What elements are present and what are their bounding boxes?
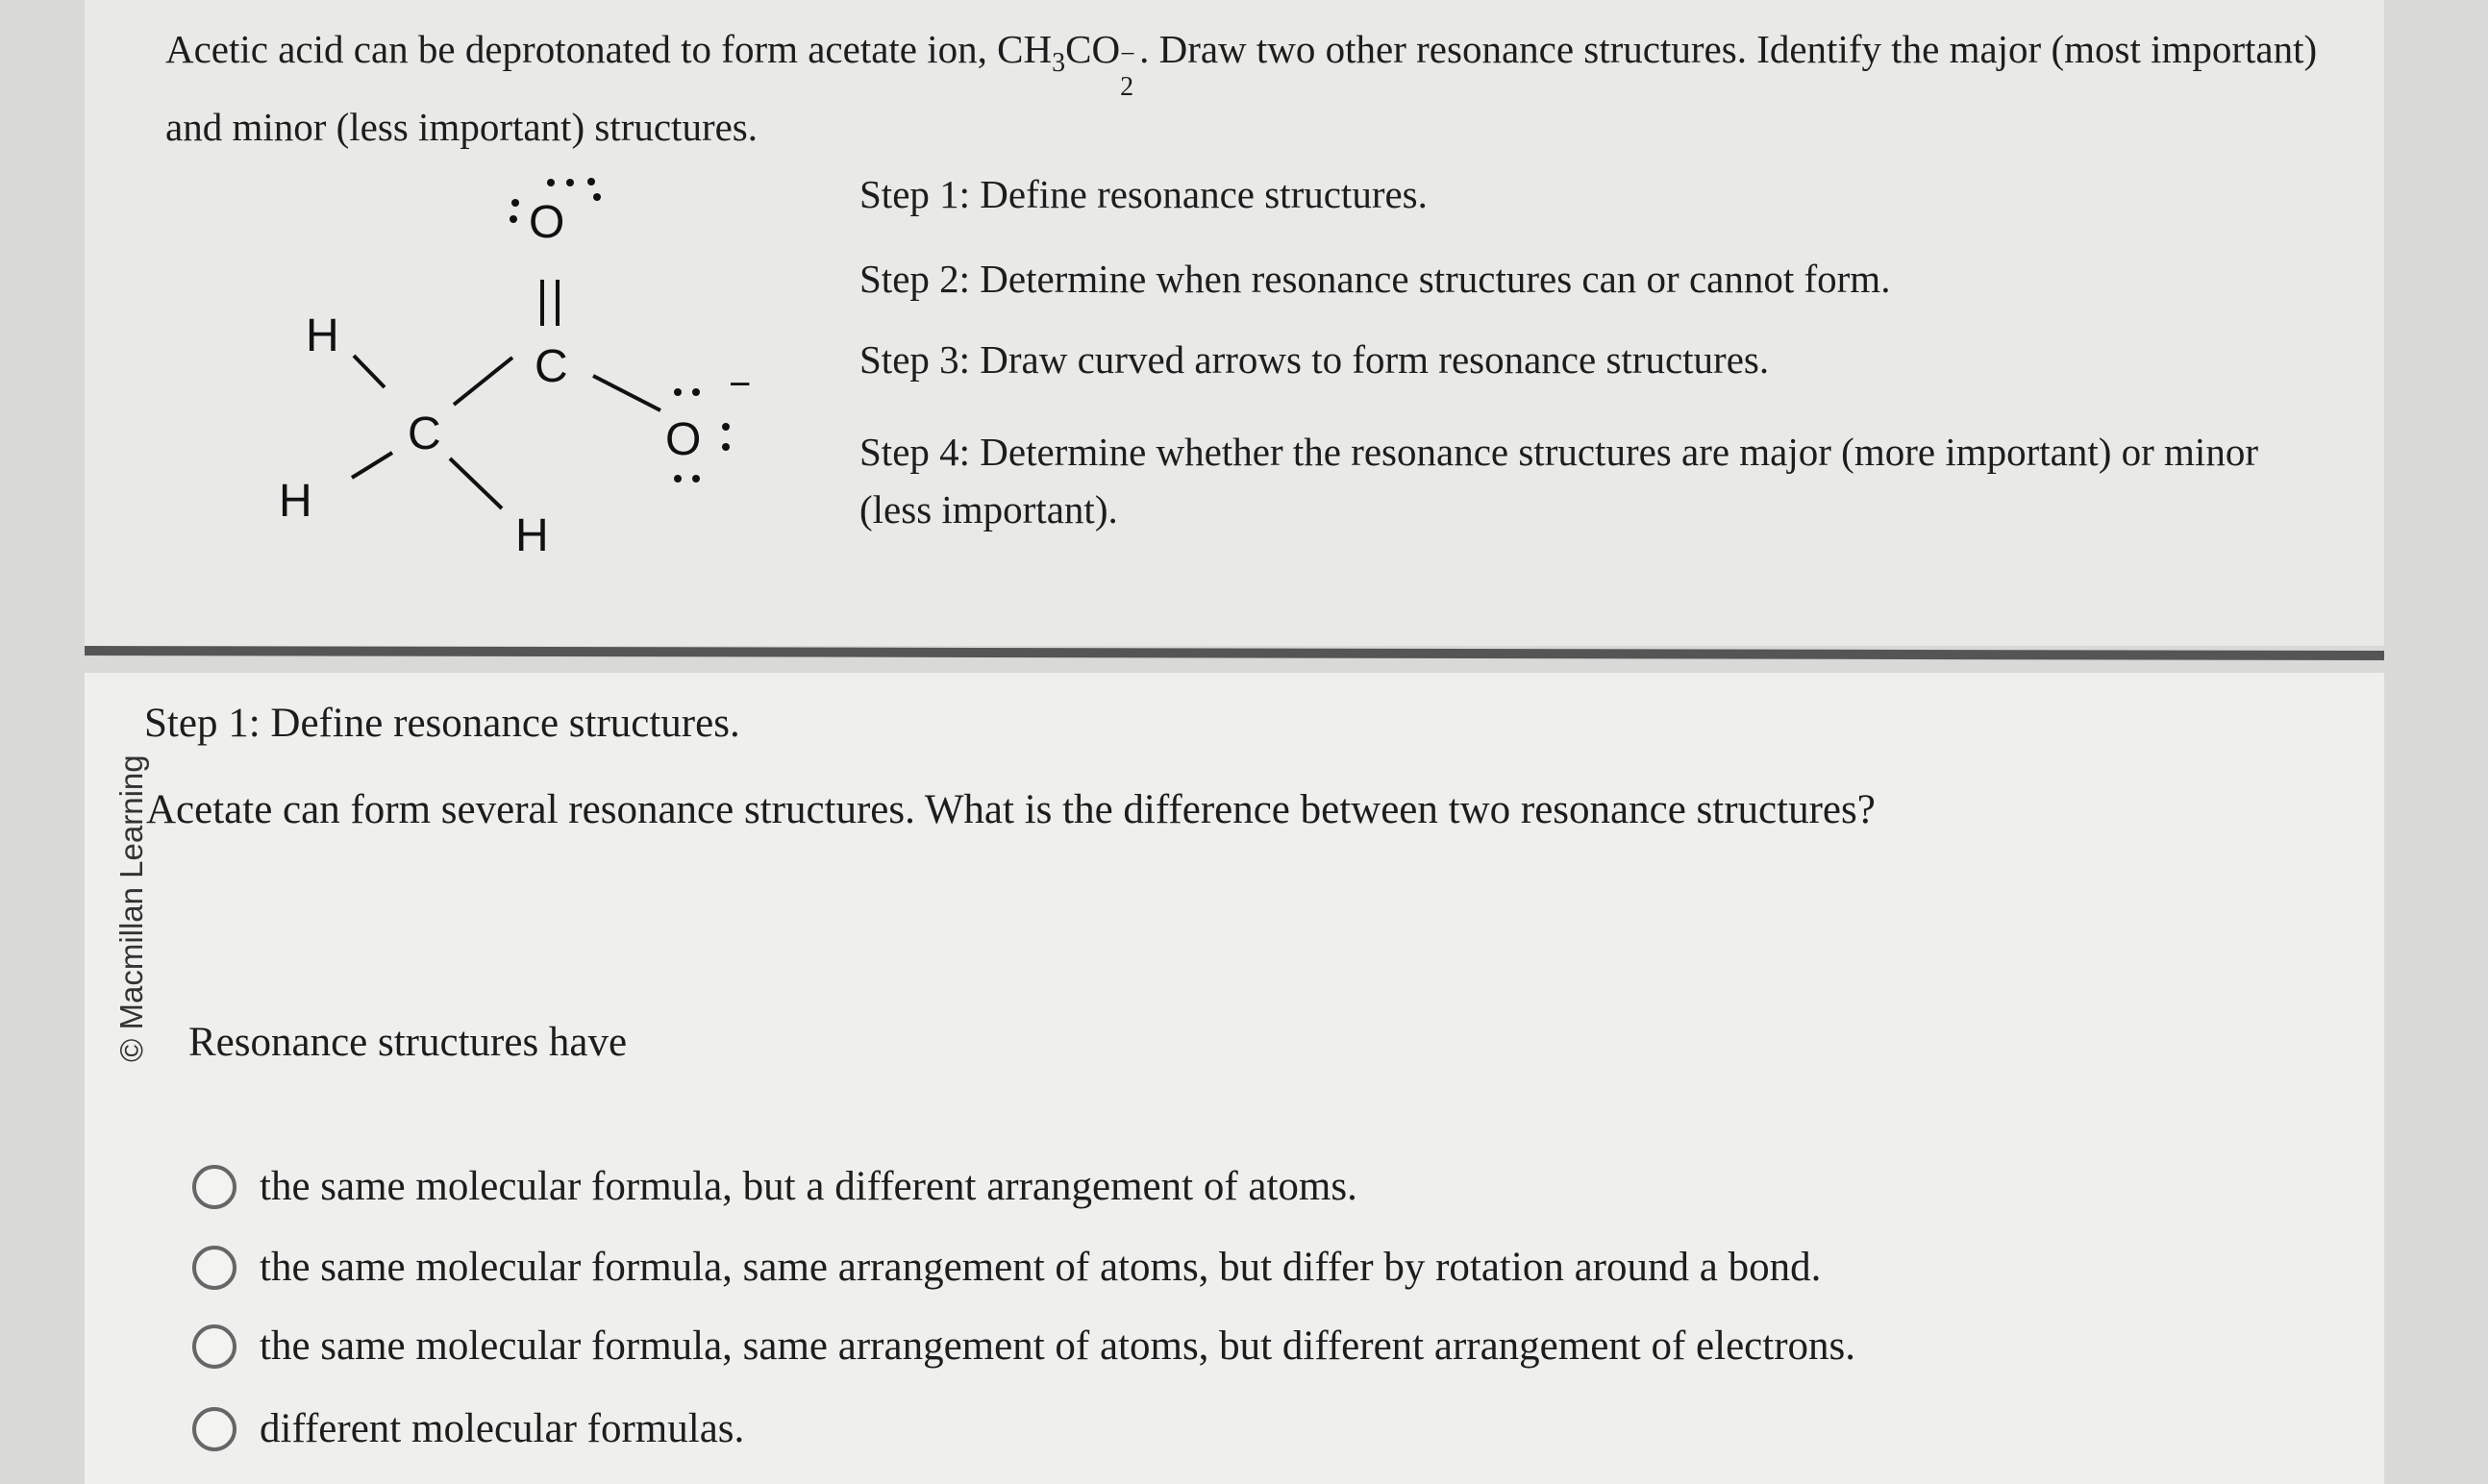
radio-button[interactable] bbox=[192, 1324, 236, 1369]
option-label: the same molecular formula, same arrangement of atoms, but different arrangement of electrons. bbox=[260, 1323, 1856, 1369]
bond-h1-c1 bbox=[354, 356, 385, 387]
question-stem: Resonance structures have bbox=[188, 1020, 628, 1065]
radio-button[interactable] bbox=[192, 1165, 236, 1209]
question-text: Acetate can form several resonance structures. What is the difference between two resonance structures? bbox=[146, 787, 1876, 832]
step-item: Step 2: Determine when resonance structures can or cannot form. bbox=[859, 257, 1891, 301]
acetate-structure bbox=[240, 159, 779, 581]
bond-c2-o2 bbox=[593, 376, 660, 410]
problem-statement: Acetic acid can be deprotonated to form acetate ion, $CH_3CO$ − 2 . Draw two other resonance structures. Identify the major (most important) and minor (less important) structures. bbox=[165, 27, 2318, 150]
radio-button[interactable] bbox=[192, 1407, 236, 1451]
atom-c1: C bbox=[408, 408, 441, 459]
step-item: Step 1: Define resonance structures. bbox=[859, 172, 1428, 216]
option-2[interactable] bbox=[192, 1244, 1821, 1291]
atom-c2: C bbox=[535, 341, 568, 392]
charge-sign: − bbox=[729, 363, 752, 406]
atom-o2: O bbox=[665, 414, 702, 465]
atom-h1: H bbox=[306, 310, 339, 361]
atom-h2: H bbox=[279, 476, 312, 527]
step-item: Step 4: Determine whether the resonance structures are major (more important) or minor (less important). bbox=[859, 430, 2258, 532]
step-item: Step 3: Draw curved arrows to form resonance structures. bbox=[859, 337, 1770, 382]
section-divider bbox=[85, 646, 2384, 660]
option-1[interactable] bbox=[192, 1163, 1357, 1210]
option-4[interactable] bbox=[192, 1405, 744, 1452]
atom-o1: O bbox=[529, 197, 565, 248]
atom-h3: H bbox=[515, 510, 549, 561]
option-label: the same molecular formula, same arrangement of atoms, but differ by rotation around a bond. bbox=[260, 1245, 1822, 1290]
option-label: the same molecular formula, but a different arrangement of atoms. bbox=[260, 1164, 1357, 1209]
formula: $CH_3CO$ − 2 bbox=[997, 27, 1135, 102]
option-label: different molecular formulas. bbox=[260, 1406, 745, 1451]
option-3[interactable] bbox=[192, 1323, 1855, 1370]
bond-c1-h3 bbox=[450, 458, 502, 508]
step-title: Step 1: Define resonance structures. bbox=[144, 701, 740, 746]
radio-button[interactable] bbox=[192, 1246, 236, 1290]
bond-c1-c2 bbox=[454, 358, 512, 405]
bond-h2-c1 bbox=[352, 453, 392, 478]
copyright-notice: © Macmillan Learning bbox=[113, 754, 149, 1062]
